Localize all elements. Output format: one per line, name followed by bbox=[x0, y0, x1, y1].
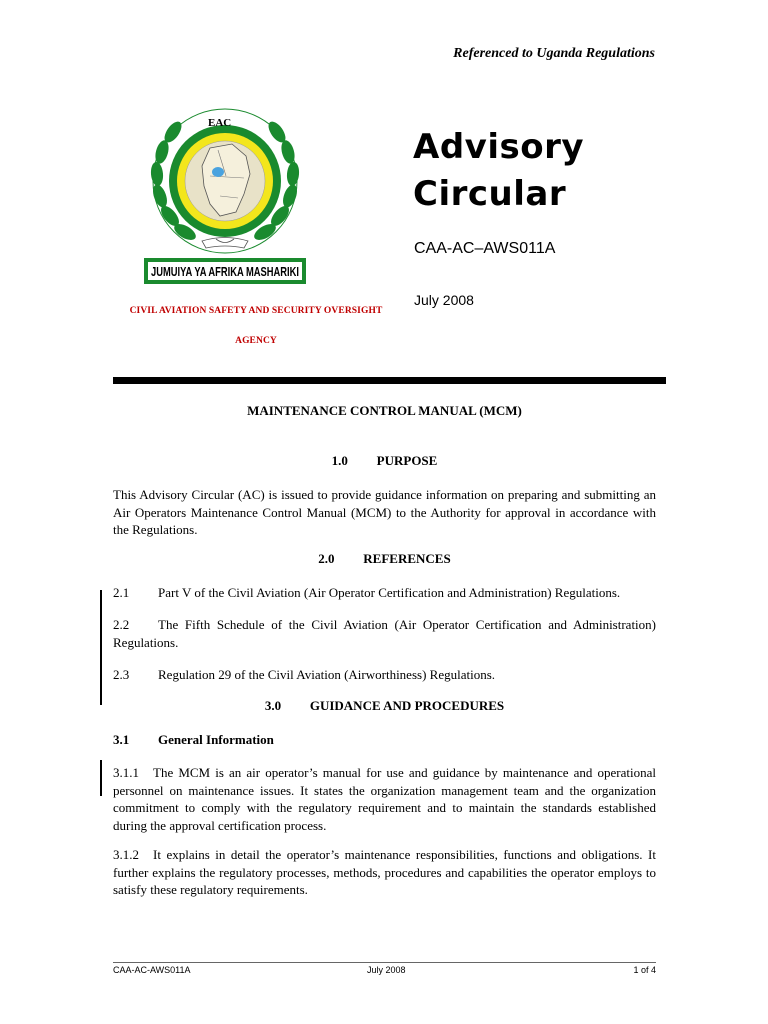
eac-emblem-icon bbox=[140, 86, 310, 300]
lake-icon bbox=[212, 167, 224, 177]
footer-divider bbox=[113, 962, 656, 963]
change-bar bbox=[100, 760, 102, 796]
guidance-item bbox=[113, 846, 656, 899]
footer-page-number: 1 of 4 bbox=[633, 965, 656, 975]
reference-item bbox=[113, 666, 656, 684]
item-number: 2.3 bbox=[113, 667, 130, 682]
item-number: 2.2 bbox=[113, 617, 130, 632]
item-number: 2.1 bbox=[113, 585, 130, 600]
item-text: Part V of the Civil Aviation (Air Operator Certification and Administration) Regulations. bbox=[158, 585, 621, 600]
section-guidance-heading bbox=[113, 698, 656, 714]
organization-line-2: AGENCY bbox=[235, 336, 277, 346]
organization-line-1: CIVIL AVIATION SAFETY AND SECURITY OVERSIGHT bbox=[129, 306, 383, 316]
reference-header: Referenced to Uganda Regulations bbox=[453, 46, 655, 61]
section-title: PURPOSE bbox=[376, 453, 438, 468]
title-line-1: Advisory bbox=[413, 127, 584, 167]
section-references-heading bbox=[113, 551, 656, 567]
logo-eac-text: EAC bbox=[208, 117, 232, 129]
subsection-general-information bbox=[113, 732, 656, 748]
document-date: July 2008 bbox=[414, 292, 474, 308]
footer-code: CAA-AC-AWS011A bbox=[113, 965, 191, 975]
item-number: 3.1.2 bbox=[113, 847, 139, 862]
section-title: REFERENCES bbox=[363, 551, 451, 566]
item-text: Regulation 29 of the Civil Aviation (Airworthiness) Regulations. bbox=[158, 667, 495, 682]
organization-name bbox=[118, 296, 394, 356]
purpose-paragraph: This Advisory Circular (AC) is issued to provide guidance information on preparing and submitting an Air Operators Maintenance Control Manual (MCM) to the Authority for approval in accordance with the Regulations. bbox=[113, 487, 656, 537]
item-text: The MCM is an air operator’s manual for use and guidance by maintenance and operational personnel on maintenance issues. It states the organization management team and the organization commitment to comply with the regulatory requirement and to maintain the standards established during the approval certification process. bbox=[113, 765, 656, 833]
item-number: 3.1.1 bbox=[113, 765, 139, 780]
section-number: 2.0 bbox=[318, 551, 335, 566]
change-bar bbox=[100, 590, 102, 705]
document-title: MAINTENANCE CONTROL MANUAL (MCM) bbox=[247, 403, 522, 418]
section-number: 3.0 bbox=[264, 698, 282, 713]
item-text: It explains in detail the operator’s maintenance responsibilities, functions and obligations. It further explains the regulatory processes, methods, procedures and capabilities the operator employs to satisfy these regulatory requirements. bbox=[113, 847, 656, 897]
title-line-2: Circular bbox=[413, 174, 567, 214]
document-code: CAA-AC–AWS011A bbox=[414, 240, 556, 257]
logo-banner-text: JUMUIYA YA AFRIKA MASHARIKI bbox=[151, 264, 299, 279]
eac-logo bbox=[140, 86, 310, 300]
section-title: GUIDANCE AND PROCEDURES bbox=[309, 698, 505, 713]
header-divider bbox=[113, 377, 666, 384]
reference-item bbox=[113, 616, 656, 651]
section-purpose-heading bbox=[113, 453, 656, 469]
footer-date: July 2008 bbox=[367, 965, 406, 975]
reference-item bbox=[113, 584, 656, 602]
item-text: The Fifth Schedule of the Civil Aviation (Air Operator Certification and Administration) Regulations. bbox=[113, 617, 656, 650]
subsection-title: General Information bbox=[158, 732, 274, 747]
advisory-circular-title bbox=[413, 124, 584, 218]
guidance-item bbox=[113, 764, 656, 834]
section-number: 1.0 bbox=[331, 453, 348, 468]
subsection-number: 3.1 bbox=[113, 732, 130, 747]
